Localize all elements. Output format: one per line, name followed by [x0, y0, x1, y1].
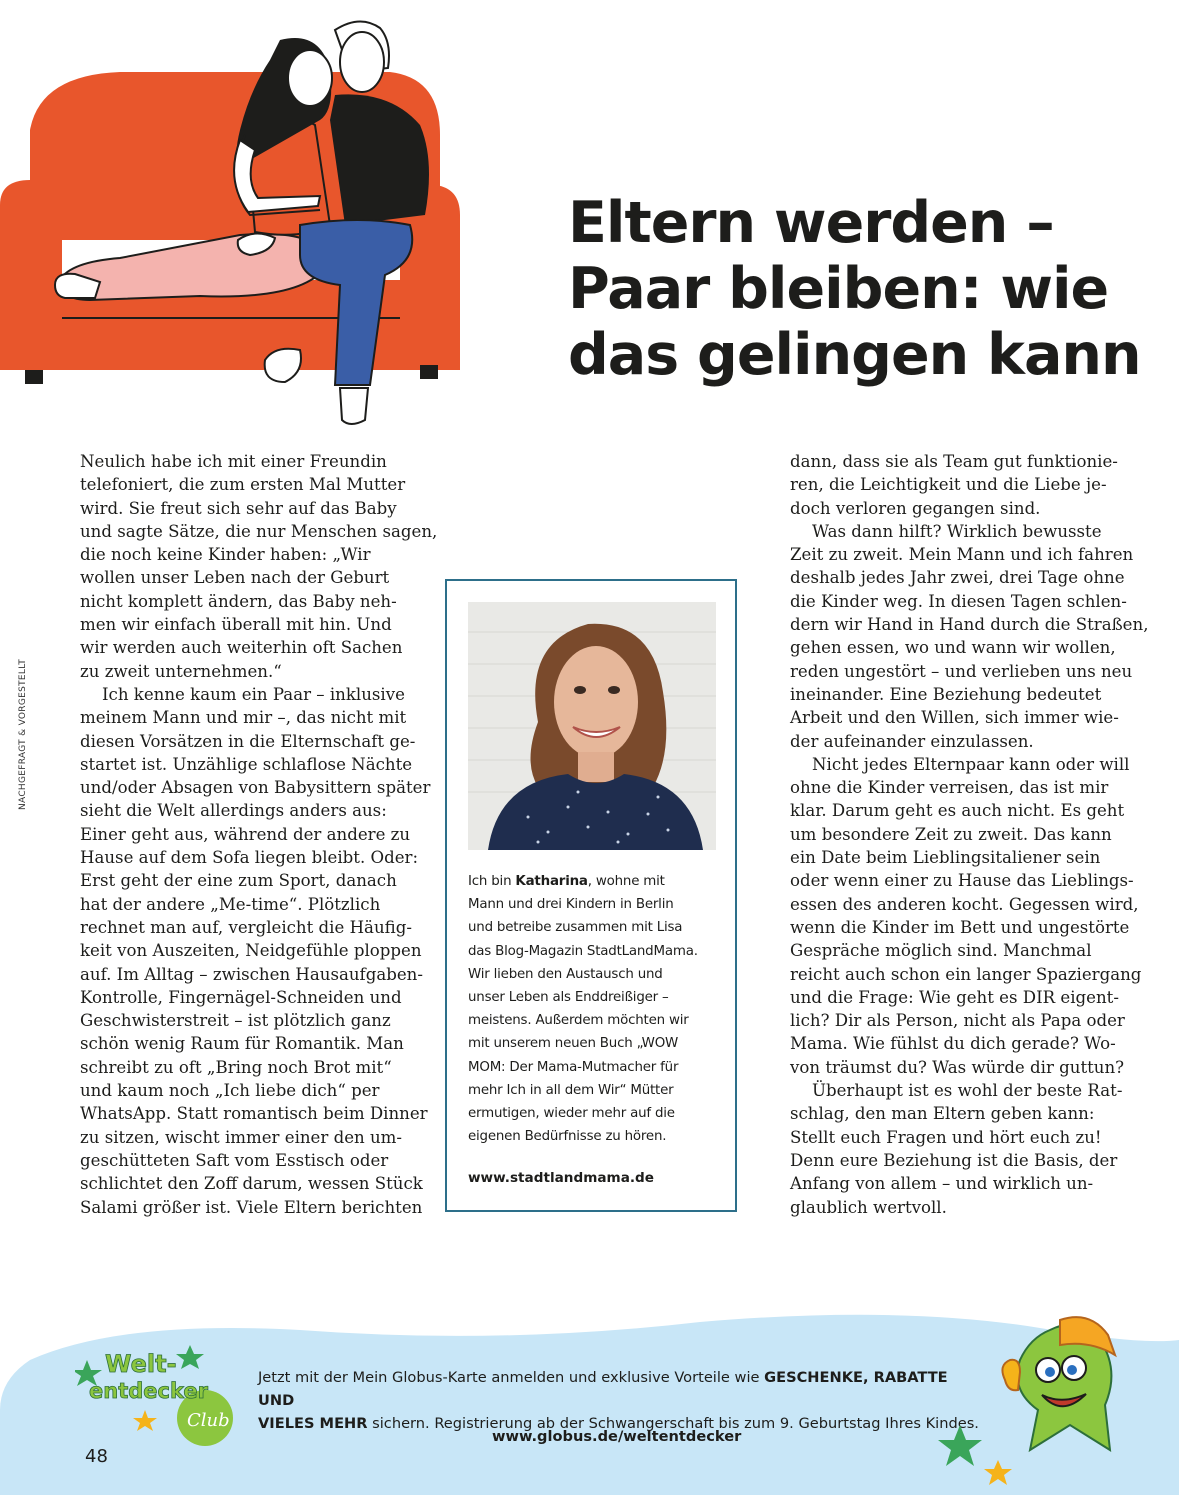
bio-line: meistens. Außerdem möchten wir — [468, 1013, 689, 1029]
text-line: doch verloren gegangen sind. — [790, 498, 1041, 518]
text-line: diesen Vorsätzen in die Elternschaft ge- — [80, 731, 416, 751]
text-line: klar. Darum geht es auch nicht. Es geht — [790, 801, 1125, 821]
text-line: Salami größer ist. Viele Eltern berichten — [80, 1197, 423, 1217]
text-line: lich? Dir als Person, nicht als Papa oder — [790, 1011, 1125, 1031]
decorative-stars-icon — [930, 1420, 1040, 1490]
author-bio — [468, 870, 728, 1148]
text-line: Denn eure Beziehung ist die Basis, der — [790, 1150, 1118, 1170]
text-line: reicht auch schon ein langer Spaziergang — [790, 964, 1142, 984]
text-line: ren, die Leichtigkeit und die Liebe je- — [790, 475, 1107, 495]
bio-line: Mann und drei Kindern in Berlin — [468, 897, 674, 913]
text-line: nicht komplett ändern, das Baby neh- — [80, 591, 397, 611]
weltentdecker-club-logo — [75, 1340, 245, 1450]
author-photo — [468, 602, 716, 850]
promo-banner-text — [258, 1366, 988, 1435]
text-line: um besondere Zeit zu zweit. Das kann — [790, 824, 1112, 844]
text-line: Geschwisterstreit – ist plötzlich ganz — [80, 1011, 391, 1031]
text-line: essen des anderen kocht. Gegessen wird, — [790, 894, 1139, 914]
text-line: auf. Im Alltag – zwischen Hausaufgaben- — [80, 964, 423, 984]
text-line: schlichtet den Zoff darum, wessen Stück — [80, 1174, 423, 1194]
text-line: glaublich wertvoll. — [790, 1197, 947, 1217]
blog-url-link[interactable]: www.stadtlandmama.de — [468, 1170, 654, 1186]
text-line: Zeit zu zweit. Mein Mann und ich fahren — [790, 545, 1134, 565]
bio-intro: Ich bin — [468, 874, 516, 889]
text-line: wollen unser Leben nach der Geburt — [80, 568, 390, 588]
text-line: wird. Sie freut sich sehr auf das Baby — [80, 498, 397, 518]
text-line: Nicht jedes Elternpaar kann oder will — [812, 754, 1130, 774]
section-credit: NACHGEFRAGT & VORGESTELLT — [18, 658, 28, 810]
text-line: dann, dass sie als Team gut funktionie- — [790, 452, 1118, 471]
promo-text-part: sichern. Registrierung ab der Schwangerschaft bis zum 9. Geburtstag Ihres Kindes. — [367, 1415, 979, 1432]
text-line: die noch keine Kinder haben: „Wir — [80, 545, 371, 565]
bio-line: mit unserem neuen Buch „WOW — [468, 1036, 679, 1052]
text-line: der aufeinander einzulassen. — [790, 731, 1034, 751]
text-line: schön wenig Raum für Romantik. Man — [80, 1034, 404, 1054]
article-column-right — [790, 450, 1149, 1219]
text-line: ohne die Kinder verreisen, das ist mir — [790, 778, 1109, 798]
text-line: reden ungestört – und verlieben uns neu — [790, 661, 1133, 681]
text-line: meinem Mann und mir –, das nicht mit — [80, 708, 407, 728]
text-line: Neulich habe ich mit einer Freundin — [80, 452, 387, 471]
text-line: rechnet man auf, vergleicht die Häufig- — [80, 917, 412, 937]
bio-after-name: , wohne mit — [587, 874, 665, 889]
text-line: wenn die Kinder im Bett und ungestörte — [790, 917, 1130, 937]
page-number: 48 — [85, 1446, 108, 1467]
text-line: zu zweit unternehmen.“ — [80, 661, 282, 681]
text-line: die Kinder weg. In diesen Tagen schlen- — [790, 591, 1127, 611]
text-line: hat der andere „Me-time“. Plötzlich — [80, 894, 381, 914]
bio-line: das Blog-Magazin StadtLandMama. — [468, 943, 698, 959]
text-line: schlag, den man Eltern geben kann: — [790, 1104, 1095, 1124]
text-line: men wir einfach überall mit hin. Und — [80, 615, 392, 635]
promo-text-highlight: GESCHENKE, RABATTE UND — [258, 1369, 948, 1409]
text-line: Gespräche möglich sind. Manchmal — [790, 941, 1092, 961]
logo-text-club: Club — [187, 1410, 230, 1431]
bio-line: ermutigen, wieder mehr auf die — [468, 1106, 675, 1122]
text-line: ineinander. Eine Beziehung bedeutet — [790, 684, 1102, 704]
text-line: Stellt euch Fragen und hört euch zu! — [790, 1127, 1102, 1147]
text-line: startet ist. Unzählige schlaflose Nächte — [80, 754, 413, 774]
text-line: zu sitzen, wischt immer einer den um- — [80, 1127, 403, 1147]
article-headline — [568, 190, 1168, 388]
text-line: WhatsApp. Statt romantisch beim Dinner — [80, 1104, 428, 1124]
headline-line: das gelingen kann — [568, 322, 1141, 388]
text-line: deshalb jedes Jahr zwei, drei Tage ohne — [790, 568, 1125, 588]
bio-line: und betreibe zusammen mit Lisa — [468, 920, 683, 936]
text-line: und/oder Absagen von Babysittern später — [80, 778, 431, 798]
logo-text-entdecker: entdecker — [89, 1379, 208, 1403]
text-line: gehen essen, wo und wann wir wollen, — [790, 638, 1116, 658]
text-line: Ich kenne kaum ein Paar – inklusive — [102, 684, 405, 704]
text-line: und sagte Sätze, die nur Menschen sagen, — [80, 521, 438, 541]
text-line: Anfang von allem – und wirklich un- — [790, 1174, 1094, 1194]
text-line: wir werden auch weiterhin oft Sachen — [80, 638, 403, 658]
bio-first-line — [468, 870, 728, 893]
text-line: Überhaupt ist es wohl der beste Rat- — [812, 1081, 1123, 1101]
text-line: Hause auf dem Sofa liegen bleibt. Oder: — [80, 848, 419, 868]
text-line: von träumst du? Was würde dir guttun? — [790, 1057, 1125, 1077]
author-name: Katharina — [515, 874, 588, 889]
text-line: Arbeit und den Willen, sich immer wie- — [790, 708, 1119, 728]
bio-line: Wir lieben den Austausch und — [468, 966, 663, 982]
text-line: und kaum noch „Ich liebe dich“ per — [80, 1081, 380, 1101]
text-line: dern wir Hand in Hand durch die Straßen, — [790, 615, 1149, 635]
headline-line: Eltern werden – — [568, 190, 1054, 256]
bio-line: unser Leben als Enddreißiger – — [468, 990, 669, 1006]
text-line: telefoniert, die zum ersten Mal Mutter — [80, 475, 406, 495]
headline-line: Paar bleiben: wie — [568, 256, 1109, 322]
text-line: Was dann hilft? Wirklich bewusste — [812, 521, 1102, 541]
text-line: ein Date beim Lieblingsitaliener sein — [790, 848, 1101, 868]
text-line: oder wenn einer zu Hause das Lieblings- — [790, 871, 1134, 891]
text-line: Einer geht aus, während der andere zu — [80, 824, 411, 844]
text-line: Erst geht der eine zum Sport, danach — [80, 871, 397, 891]
text-line: Mama. Wie fühlst du dich gerade? Wo- — [790, 1034, 1116, 1054]
text-line: geschütteten Saft vom Esstisch oder — [80, 1150, 389, 1170]
bio-line: eigenen Bedürfnisse zu hören. — [468, 1129, 667, 1145]
promo-text-highlight: VIELES MEHR — [258, 1415, 368, 1432]
article-column-left — [80, 450, 438, 1219]
logo-text-welt: Welt- — [105, 1350, 177, 1378]
text-line: keit von Auszeiten, Neidgefühle ploppen — [80, 941, 422, 961]
bio-line: MOM: Der Mama-Mutmacher für — [468, 1059, 679, 1075]
text-line: Kontrolle, Fingernägel-Schneiden und — [80, 987, 402, 1007]
promo-text-part: Jetzt mit der Mein Globus-Karte anmelden und exklusive Vorteile wie — [258, 1369, 765, 1386]
couple-on-sofa-illustration — [0, 0, 460, 440]
bio-line: mehr Ich in all dem Wir“ Mütter — [468, 1082, 674, 1098]
text-line: sieht die Welt allerdings anders aus: — [80, 801, 387, 821]
text-line: schreibt zu oft „Bring noch Brot mit“ — [80, 1057, 392, 1077]
weltentdecker-url-link[interactable]: www.globus.de/weltentdecker — [492, 1428, 742, 1445]
text-line: und die Frage: Wie geht es DIR eigent- — [790, 987, 1119, 1007]
